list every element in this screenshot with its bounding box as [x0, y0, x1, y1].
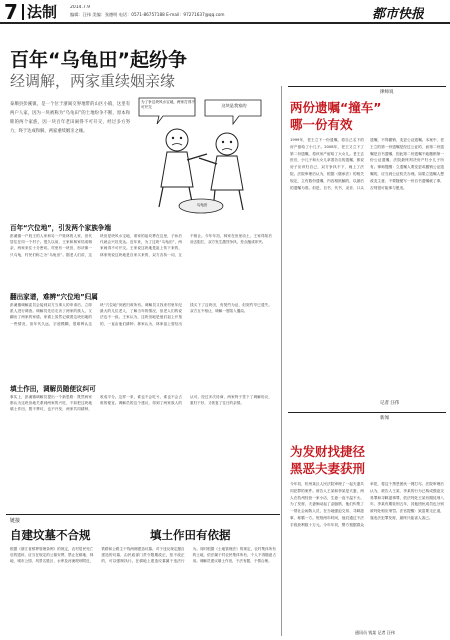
- link-title-right: 填土作田有依据: [150, 528, 231, 542]
- header-divider-bar: [22, 4, 24, 20]
- cartoon-bubble-right-text: 这块是我家的: [221, 103, 247, 108]
- section-heading-2: 翻出家谱，难辨“穴位地”归属: [10, 293, 98, 301]
- section-heading-3: 填土作田，调解员随便议纠可: [10, 385, 96, 393]
- right-top-author: 记者 汪伟: [380, 401, 400, 406]
- issue-date: 2014.7.9: [70, 5, 91, 10]
- lead-headline: 百年“乌龟田”起纷争: [10, 49, 187, 71]
- lead-subheadline: 经调解，两家重续姻亲缘: [10, 72, 176, 90]
- right-top-tag: 律师说: [380, 90, 394, 95]
- section-heading-1: 百年“穴位地”，引发两个家族争端: [10, 224, 111, 232]
- section-body-2: 彭溪镇调解委员会接到双方当事人的申请后，立即派人进行调查。调解员先后走访了两家的族人，又翻出了两家的家谱。家谱上虽然记载着这块田地的一些情况，但年代久远，字迹模糊，很难辨认这块“穴位地”到底归谁所有。调解员又找来村里年纪最大的几位老人，了解当年的情况，但老人们的说法也不一致。王家认为，这块田地是他们祖上开垦的，一直由他们耕种；林家认为，林家祖上曾经出钱买下了这块田，有契约为证，但契约早已遗失。双方互不相让，调解一度陷入僵局。: [10, 303, 272, 326]
- header-rule: [0, 22, 450, 24]
- page-number: 7: [4, 2, 18, 22]
- right-top-title-line2: 哪一份有效: [290, 117, 353, 132]
- right-bottom-body: 今年初，杭州某区人民法院审理了一起夫妻共同犯罪的案件。被告人王某和李某是夫妻，两人在杭州经营一家小店，生意一直不温不火。为了发财，夫妻俩动起了歪脑筋，他们纠集了一帮社会闲散人员，在当地强迫交易、寻衅滋事，称霸一方。短短两年时间，他们通过不法手段获利数十万元。今年年初，警方根据群众举报，将这个黑恶团伙一网打尽。法院审理后认为，被告人王某、李某的行为已构成强迫交易罪和寻衅滋事罪，依法判处王某有期徒刑八年，李某有期徒刑五年，其他团伙成员也分别被判处相应刑罚。法官提醒：致富要走正道，靠违法犯罪发财，最终只能害人害己。: [290, 482, 444, 527]
- editor-line: 编辑：汪伟 美编：张德明 电话：0571-86757188 E-mail：97271637@qq.com: [70, 12, 225, 17]
- lead-intro: 泰顺县彭溪镇，是一个位于浙闽交界地带的山区小镇，这里有两户人家，因为一块被称为“乌龟田”的土地纷争不断，原本和睦的两个家族，因一块百年老田闹得不可开交，经过多方努力，终于达成和解，两家重续姻亲之缘。: [10, 102, 130, 134]
- column-divider: [281, 86, 282, 636]
- masthead-logo: 都市快报: [372, 7, 425, 22]
- right-bottom-title-line2: 黑恶夫妻获刑: [290, 461, 366, 476]
- right-top-body: 1999年，老王立下一份遗嘱，将自己名下的房产留给了小儿子。2008年，老王又立下了第二份遗嘱，将该房产留给了大女儿。老王去世后，小儿子和大女儿拿着各自的遗嘱，都说房子应该归自己，双方争执不下，闹上了法院。法院审理后认为，根据《继承法》的相关规定，立有数份遗嘱，内容相抵触的，以最后的遗嘱为准。但是，自书、代书、录音、口头遗嘱，不得撤销、变更公证遗嘱。本案中，老王立的第一份遗嘱是经过公证的，而第二份遗嘱是自书遗嘱，因此第二份遗嘱不能撤销第一份公证遗嘱，法院最终判决房产归小儿子所有。律师提醒：立遗嘱人要变更或撤销公证遗嘱的，应当到公证机关办理。如果立遗嘱人想改变主意，不要随便写一份自书遗嘱就了事，否则很可能事与愿违。: [290, 138, 444, 190]
- link-title-left: 自建坟墓不合规: [10, 528, 91, 542]
- cartoon-field-label: 乌龟田: [196, 203, 208, 207]
- cartoon-bubble-left-text: 为了争这块风水宝地，两家打得不可开交: [141, 100, 195, 109]
- cartoon-illustration: [135, 92, 265, 217]
- link-label: 链接: [10, 518, 21, 524]
- right-top-rule: [288, 86, 446, 87]
- right-bottom-tag: 新闻: [380, 416, 389, 421]
- right-bottom-rule: [288, 412, 446, 413]
- right-top-title-line1: 两份遗嘱“撞车”: [290, 100, 382, 115]
- right-bottom-author: 通讯员 钱某 记者 汪伟: [355, 630, 395, 635]
- link-box-top-rule: [6, 514, 280, 515]
- link-body: 根据《浙江省殡葬管理条例》的规定，农村居民死亡后的遗体，应当在规定的公墓安葬，禁止在耕地、林地、城市公园、风景名胜区、水库及河流堤坝附近、铁路和公路主干线两侧建造坟墓。对于违反规定擅自建造的坟墓，由民政部门责令限期改正，拒不改正的，可以强制执行。在耕地上建造坟墓属于违法行为。同时根据《土地管理法》的规定，农村集体所有的土地，依法属于村农民集体所有，个人不得随意占用。调解员建议填土作田，于法有据，于情合理。: [10, 547, 276, 564]
- section-body-3: 事实上，彭溪镇调解员提出一个新思路：既然两家都认为这块田地关系到两家的兴旺，不如把这块地填土作田，既不葬坟，也不开发，两家共同耕种，收成平分。这样一来，谁也不会吃亏，谁也不会占谁的便宜。调解员的这个建议，得到了两家族人的认可。经过多次协商，两家终于签下了调解协议，重归于好，又恢复了往日的亲情。: [10, 395, 272, 412]
- right-bottom-title-line1: 为发财找捷径: [290, 444, 366, 459]
- section-title: 法制: [27, 3, 58, 21]
- section-body-1: 彭溪镇一户姓王的人家和另一户姓林的人家，世代居住在同一个村子。很久以前，王家和林家结成姻亲，两家来往十分密切。村里有一块田，形状像一只乌龟，村民们称之为“乌龟田”。据老人们讲，这块田是块风水宝地，谁家的祖坟葬在这里，子孙后代就会兴旺发达。近年来，为了这块“乌龟田”，两家闹得不可开交。王家说这块地是祖上传下来的，林家则说这块地是自家买来的，双方各执一词，互不相让。今年年初，林家在田里动土，王家得知后前去阻拦，双方发生激烈争执，差点酿成冲突。: [10, 234, 272, 257]
